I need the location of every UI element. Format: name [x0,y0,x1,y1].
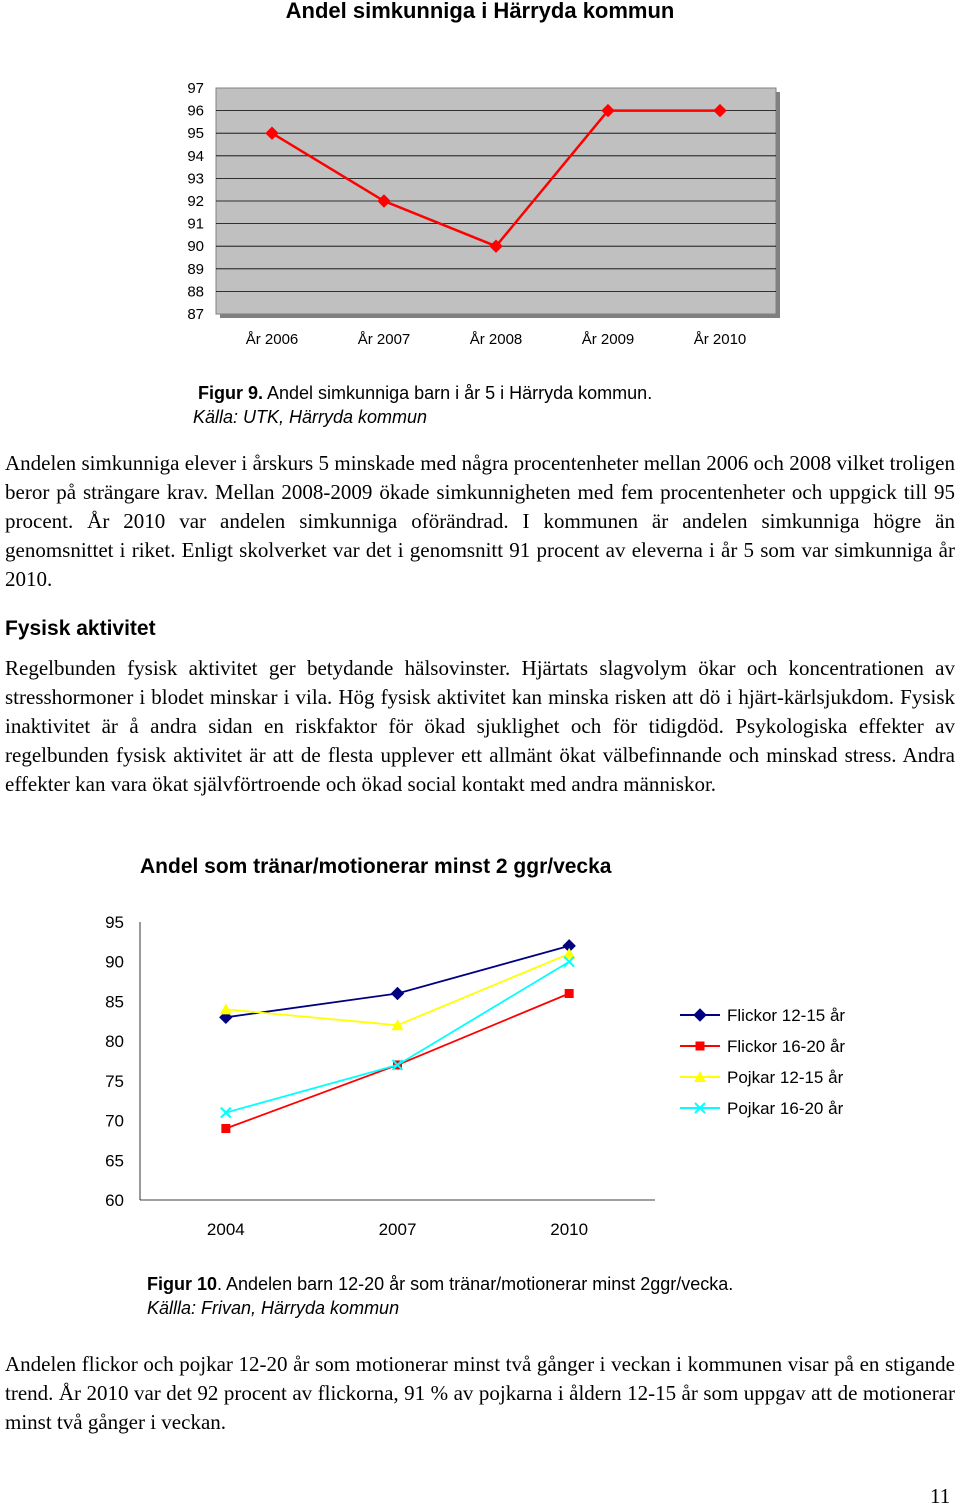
chart1-title: Andel simkunniga i Härryda kommun [285,0,675,23]
chart1-x-tick-label: År 2006 [245,331,299,348]
chart2-legend-entry [680,1068,844,1087]
chart2-legend-marker [696,1042,705,1051]
figure9-caption [198,382,652,404]
chart2-legend-label: Flickor 16-20 år [727,1037,846,1056]
chart2-series-1 [220,940,575,1023]
chart1-y-tick-label: 87 [187,306,204,323]
chart2-x-tick-label: 2004 [206,1220,245,1239]
chart2-legend-entry [680,1006,845,1025]
figure9-text: Andel simkunniga barn i år 5 i Härryda kommun. [263,383,653,403]
chart2-line-chart [0,890,960,1290]
chart1-y-tick-label: 93 [187,170,204,188]
figure10-label: Figur 10 [147,1274,218,1294]
chart2-y-tick-label: 90 [105,952,124,972]
figure10-text: . Andelen barn 12-20 år som tränar/motionerar minst 2ggr/vecka. [217,1274,734,1294]
chart2-legend-marker [694,1009,706,1021]
chart1-y-tick-label: 89 [187,260,204,278]
chart1-x-tick-label: År 2009 [581,331,635,348]
chart1-y-tick-label: 96 [187,102,204,120]
chart2-legend-label: Flickor 12-15 år [727,1006,846,1025]
chart2-y-tick-label: 95 [105,913,124,932]
chart2-data-point [565,989,574,998]
chart2-legend-entry [680,1037,845,1056]
chart1-y-tick-label: 88 [187,283,204,301]
chart1-y-tick-label: 92 [187,193,204,210]
paragraph-simkunniga: Andelen simkunniga elever i årskurs 5 minskade med några procentenheter mellan 2006 och 2008 vilket troligen beror på strängare krav. Mellan 2008-2009 ökade simkunnigheten med fem procentenheter och uppgick till 95 procent. År 2010 var andelen simkunniga oförändrad. I kommunen är andelen simkunniga högre än genomsnittet i riket. Enligt skolverket var det i genomsnitt 91 procent av eleverna i år 5 som var simkunniga år 2010. [5,451,955,591]
chart2-series-line [226,946,569,1017]
chart1-x-tick-label: År 2010 [693,331,747,348]
chart1-y-tick-label: 94 [187,147,204,165]
chart2-y-tick-label: 75 [105,1071,124,1091]
chart1-y-tick-label: 91 [187,215,204,233]
chart1-y-tick-label: 95 [187,125,204,143]
chart1-y-tick-label: 90 [187,238,204,256]
figure10-caption [147,1273,733,1295]
chart2-data-point [221,1108,231,1118]
chart2-y-tick-label: 80 [105,1032,124,1052]
chart1-line-chart [0,0,960,360]
chart2-x-tick-label: 2007 [378,1220,417,1239]
paragraph-fysisk-aktivitet: Regelbunden fysisk aktivitet ger betydande hälsovinster. Hjärtats slagvolym ökar och koncentrationen av stresshormoner i blodet minskar i vila. Hög fysisk aktivitet kan minska risken att dö i hjärt-kärlsjukdom. Fysisk inaktivitet är å andra sidan en riskfaktor för ökad sjuklighet och för tidigdöd. Psykologiska effekter av regelbunden fysisk aktivitet är att de flesta upplever ett allmänt ökat välbefinnande och minskad stress. Andra effekter kan vara ökat självförtroende och ökad social kontakt med andra människor. [5,656,955,796]
chart2-data-point [392,987,404,999]
figure9-source: Källa: UTK, Härryda kommun [193,407,428,427]
section-heading-fysisk-aktivitet: Fysisk aktivitet [5,617,156,640]
chart1-y-tick-label: 97 [187,80,204,97]
chart2-legend-entry [680,1099,844,1118]
chart2-title: Andel som tränar/motionerar minst 2 ggr/vecka [140,855,612,878]
paragraph-motion-trend: Andelen flickor och pojkar 12-20 år som motionerar minst två gånger i veckan i kommunen visar på en stigande trend. År 2010 var det 92 procent av flickorna, 91 % av pojkarna i åldern 12-15 år som uppgav att de motionerar minst två gånger i veckan. [5,1352,955,1434]
chart2-y-tick-label: 85 [105,992,124,1012]
page-number: 11 [930,1484,951,1508]
figure10-source: Källla: Frivan, Härryda kommun [147,1298,400,1318]
chart2-data-point [221,1124,230,1133]
chart2-series-4 [221,957,574,1118]
chart2-y-tick-label: 70 [105,1111,124,1131]
chart2-x-tick-label: 2010 [550,1220,589,1239]
chart1-x-tick-label: År 2007 [357,331,411,348]
chart2-legend-label: Pojkar 12-15 år [727,1068,844,1087]
chart1-x-tick-label: År 2008 [469,331,523,348]
chart2-y-tick-label: 60 [105,1191,124,1210]
chart2-y-tick-label: 65 [105,1151,124,1171]
chart2-series-line [226,962,569,1113]
chart2-legend-label: Pojkar 16-20 år [727,1099,844,1118]
figure9-label: Figur 9. [198,383,264,403]
